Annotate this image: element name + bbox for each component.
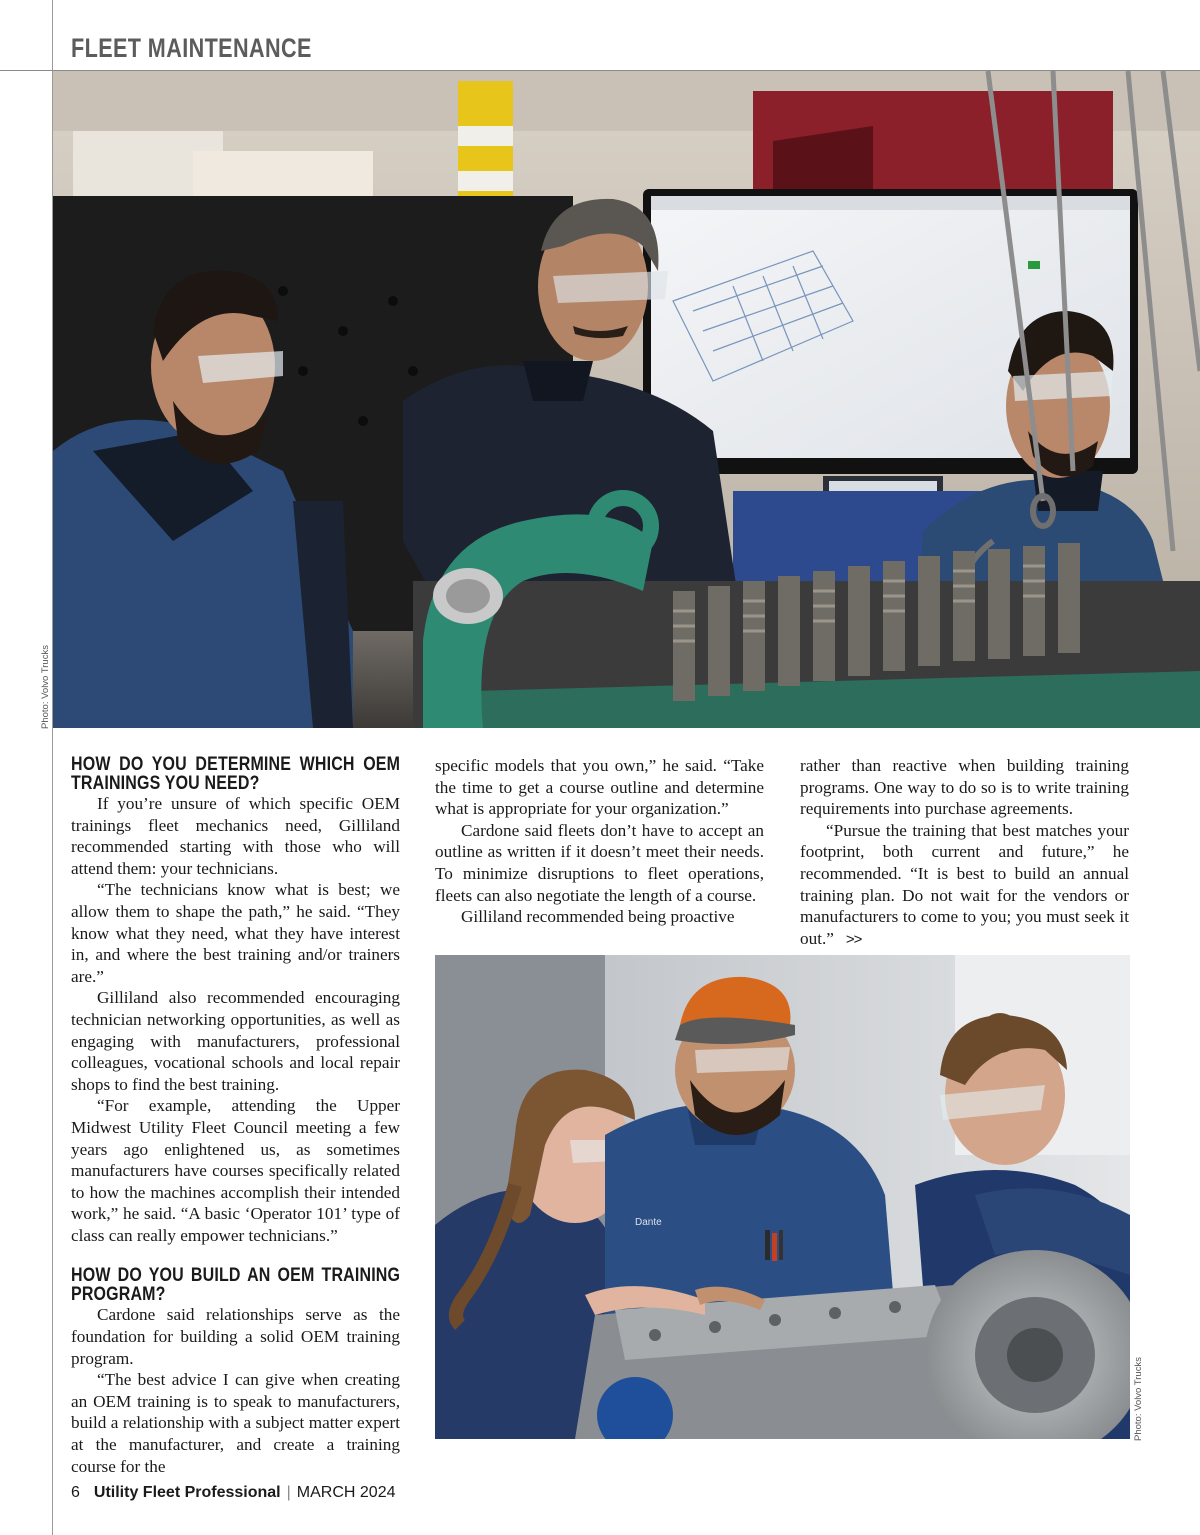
footer-separator: | [286,1484,291,1501]
paragraph: “For example, attending the Upper Midwest Utility Fleet Council meeting a few years ago enlightened us, as sometimes manufacturers have courses specifically related to how the machines accomplish their intended work,” he said. “A basic ‘Operator 101’ type of class can really empower technicians.” [71,1096,400,1245]
paragraph: specific models that you own,” he said. “Take the time to get a course outline and determine what is appropriate for your organization.” [435,756,764,819]
paragraph: If you’re unsure of which specific OEM trainings fleet mechanics need, Gilliland recommended starting with those who will attend them: your technicians. [71,794,400,878]
bottom-photo [435,955,1130,1439]
issue-date: MARCH 2024 [296,1484,396,1501]
heading-determine-trainings: HOW DO YOU DETERMINE WHICH OEM TRAININGS YOU NEED? [71,753,401,794]
heading-build-program: HOW DO YOU BUILD AN OEM TRAINING PROGRAM? [71,1264,401,1306]
top-photo [53,71,1200,728]
page-number: 6 [71,1484,80,1501]
continued-arrow-icon: >> [845,930,862,948]
paragraph: rather than reactive when building training programs. One way to do so is to write training requirements into purchase agreements. [800,756,1129,819]
paragraph-text: “Pursue the training that best matches your footprint, both current and future,” he recommended. “It is best to build an annual training plan. Do not wait for the vendors or manufacturers to come to you; you must seek it out.” [800,820,1129,948]
paragraph: Gilliland also recommended encouraging technician networking opportunities, as well as engaging with manufacturers, professional colleagues, vocational schools and local repair shops to find the best training. [71,988,400,1094]
paragraph [800,820,1129,951]
paragraph: “The best advice I can give when creating an OEM training is to speak to manufacturers, build a relationship with a subject matter expert at the manufacturer, and create a training course for the [71,1370,400,1476]
article-column-2 [435,755,764,928]
article-column-1 [71,755,400,1477]
top-photo-credit: Photo: Volvo Trucks [40,645,51,729]
paragraph: Cardone said fleets don’t have to accept an outline as written if it doesn’t meet their needs. To minimize disruptions to fleet operations, fleets can also negotiate the length of a course. [435,820,764,905]
page-footer [71,1484,395,1502]
paragraph: Gilliland recommended being proactive [461,907,735,927]
paragraph: Cardone said relationships serve as the foundation for building a solid OEM training program. [71,1305,400,1368]
publication-name: Utility Fleet Professional [93,1484,281,1501]
section-label: FLEET MAINTENANCE [71,33,312,63]
name-badge: Dante [635,1217,662,1228]
article-column-3 [800,755,1129,950]
bottom-photo-credit: Photo: Volvo Trucks [1133,1357,1144,1441]
paragraph: “The technicians know what is best; we allow them to shape the path,” he said. “They know what they need, what they have interest in, and where the best training and/or trainers are.” [71,880,400,986]
training-photo-transmission-work-icon [435,955,1130,1439]
training-photo-engine-lesson-icon [53,71,1200,728]
